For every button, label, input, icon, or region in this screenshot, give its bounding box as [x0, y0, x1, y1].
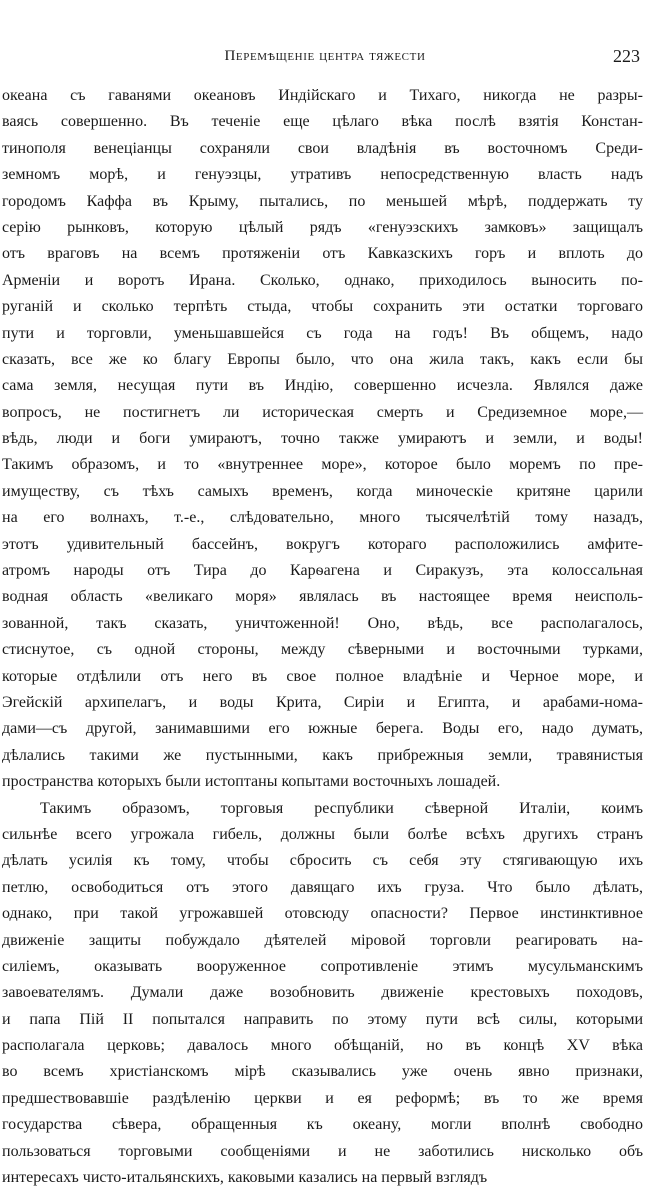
text-line: располагала церковь; давалось много обѣщаній, но въ концѣ XV вѣка	[2, 1037, 643, 1055]
text-line: сказать, все же ко благу Европы было, что она жила такъ, какъ если бы	[2, 350, 643, 368]
text-line: государства сѣвера, обращенныя къ океану, могли вполнѣ свободно	[2, 1116, 643, 1134]
text-line: океана съ гаванями океановъ Индійскаго и Тихаго, никогда не разры-	[2, 87, 643, 104]
text-line: вопросъ, не постигнетъ ли историческая смерть и Средиземное море,—	[2, 403, 643, 421]
text-line: и папа Пій II попытался направить по этому пути всѣ силы, которыми	[2, 1010, 643, 1028]
text-line: руганій и сколько терпѣть стыда, чтобы сохранить эти остатки торговаго	[2, 298, 643, 316]
paragraph	[0, 83, 650, 796]
text-body	[0, 83, 650, 1191]
text-line: стиснутое, съ одной стороны, между сѣверными и восточными турками,	[2, 641, 643, 659]
text-line: серію рынковъ, которую цѣлый рядъ «генуэзскихъ замковъ» защищалъ	[2, 218, 643, 236]
text-line: дами—съ другой, занимавшими его южные берега. Воды его, надо думать,	[2, 720, 643, 738]
text-line: вѣдь, люди и боги умираютъ, точно также умираютъ и земли, и воды!	[2, 430, 643, 448]
text-line: на его волнахъ, т.-е., слѣдовательно, много тысячелѣтій тому назадъ,	[2, 509, 643, 527]
text-line: сама земля, несущая пути въ Индію, совершенно исчезла. Являлся даже	[2, 377, 643, 395]
text-line: дѣлать усилія къ тому, чтобы сбросить съ себя эту стягивающую ихъ	[2, 852, 643, 870]
text-line: этотъ удивительный бассейнъ, вокругъ котораго расположились амфите-	[2, 535, 643, 553]
text-line: Эгейскій архипелагъ, и воды Крита, Сиріи и Египта, и арабами-нома-	[2, 693, 643, 711]
text-line: земномъ морѣ, и генуэзцы, утративъ непосредственную власть надъ	[2, 166, 643, 184]
text-line: во всемъ христіанскомъ мірѣ сказывались уже очень явно признаки,	[2, 1063, 643, 1081]
text-line: предшествовавшіе раздѣленію церкви и ея реформѣ; въ то же время	[2, 1089, 643, 1107]
text-line: тинополя венеціанцы сохраняли свои владѣнія въ восточномъ Среди-	[2, 139, 643, 157]
text-line: имуществу, съ тѣхъ самыхъ временъ, когда миноческіе критяне царили	[2, 482, 643, 500]
text-line: движеніе защиты побуждало дѣятелей міровой торговли реагировать на-	[2, 931, 643, 949]
text-line: отъ враговъ на всемъ протяженіи отъ Кавказскихъ горъ и вплоть до	[2, 245, 643, 263]
paragraph	[0, 796, 650, 1191]
page-number: 223	[613, 46, 640, 66]
text-line: интересахъ чисто-итальянскихъ, каковыми казались на первый взглядъ	[2, 1169, 488, 1187]
text-line: которые отдѣлили отъ него въ свое полное владѣніе и Черное море, и	[2, 667, 643, 685]
text-line: Арменіи и воротъ Ирана. Сколько, однако, приходилось выносить по-	[2, 271, 643, 289]
text-line: Такимъ образомъ, и то «внутреннее море», которое было моремъ по пре-	[2, 456, 643, 474]
text-line: силіемъ, оказывать вооруженное сопротивленіе этимъ мусульманскимъ	[2, 957, 643, 975]
text-line: водная область «великаго моря» являлась въ настоящее время неисполь-	[2, 588, 643, 606]
text-line: зованной, такъ сказать, уничтоженной! Оно, вѣдь, все располагалось,	[2, 614, 643, 632]
text-line: однако, при такой угрожавшей отовсюду опасности? Первое инстинктивное	[2, 905, 643, 923]
text-line: городомъ Каффа въ Крыму, пытались, по меньшей мѣрѣ, поддержать ту	[2, 192, 643, 210]
text-line: Такимъ образомъ, торговыя республики сѣверной Италіи, коимъ	[40, 799, 643, 817]
text-line: дѣлались такими же пустынными, какъ прибрежныя земли, травянистыя	[2, 746, 643, 764]
text-line: сильнѣе всего угрожала гибель, должны были болѣе всѣхъ другихъ странъ	[2, 825, 643, 843]
page-header-title: Перемѣщеніе центра тяжести	[224, 48, 426, 64]
text-line: пути и торговли, уменьшавшейся съ года на годъ! Въ общемъ, надо	[2, 324, 643, 342]
text-line: завоевателямъ. Думали даже возобновить движеніе крестовыхъ походовъ,	[2, 984, 643, 1002]
text-line: пользоваться торговыми сообщеніями и не заботились нисколько объ	[2, 1142, 643, 1160]
text-line: пространства которыхъ были истоптаны копытами восточныхъ лошадей.	[2, 773, 501, 791]
text-line: атромъ народы отъ Тира до Карѳагена и Сиракузъ, эта колоссальная	[2, 562, 643, 580]
text-line: ваясь совершенно. Въ теченіе еще цѣлаго вѣка послѣ взятія Констан-	[2, 113, 643, 131]
text-line: петлю, освободиться отъ этого давящаго ихъ груза. Что было дѣлать,	[2, 878, 643, 896]
running-head	[0, 48, 650, 74]
